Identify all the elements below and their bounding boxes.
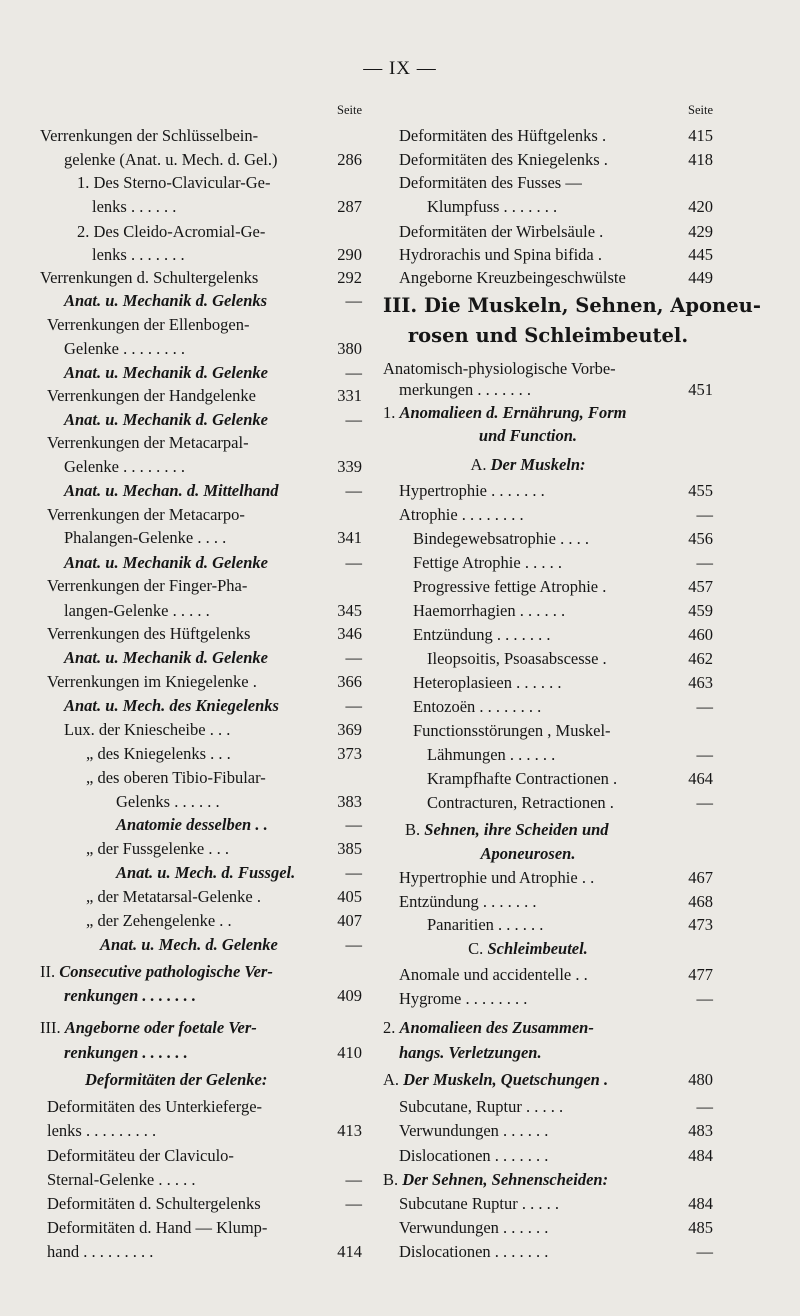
page-ref: 429	[688, 222, 713, 241]
entry-title: Haemorrhagien . . . . . .	[413, 601, 566, 620]
entry-title: Hypertrophie und Atrophie . .	[399, 868, 595, 887]
page-ref: 460	[688, 625, 713, 644]
entry-title: Angeborne Kreuzbeingeschwülste	[399, 268, 626, 287]
page-ref: —	[696, 1097, 713, 1116]
entry-title: Heteroplasieen . . . . . .	[413, 673, 562, 692]
page-ref: 459	[688, 601, 713, 620]
page-ref: 457	[688, 577, 713, 596]
page-ref: 445	[688, 245, 713, 264]
entry-title: Krampfhafte Contractionen .	[427, 769, 618, 788]
entry-title: Progressive fettige Atrophie .	[413, 577, 607, 596]
entry-title: Dislocationen . . . . . . .	[399, 1242, 549, 1261]
page-ref: —	[345, 1170, 362, 1189]
page-ref: 418	[688, 150, 713, 169]
entry-title: Deformitäten der Wirbelsäule .	[399, 222, 604, 241]
page-ref: —	[345, 410, 362, 429]
entry-title: „ der Metatarsal-Gelenke .	[86, 887, 261, 906]
entry-title: Atrophie . . . . . . . .	[399, 505, 524, 524]
entry-title: Entozoën . . . . . . . .	[413, 697, 542, 716]
page-ref: 380	[337, 339, 362, 358]
section-heading: rosen und Schleimbeutel.	[407, 324, 689, 347]
page-ref: 366	[337, 672, 362, 691]
entry-title: Entzündung . . . . . . .	[399, 892, 537, 911]
entry-title: B. Sehnen, ihre Scheiden und	[405, 820, 609, 839]
page-ref: 331	[337, 386, 362, 405]
entry-title: merkungen . . . . . . .	[399, 380, 531, 399]
entry-title: Panaritien . . . . . .	[427, 915, 544, 934]
entry-title: Anatomie desselben . .	[116, 815, 268, 834]
entry-title: II. Consecutive pathologische Ver-	[40, 962, 273, 981]
entry-title: A. Der Muskeln, Quetschungen .	[383, 1070, 609, 1089]
entry-title: renkungen . . . . . .	[64, 1043, 188, 1062]
entry-title: Anomale und accidentelle . .	[399, 965, 588, 984]
entry-title: Deformitäten des Kniegelenks .	[399, 150, 608, 169]
page-ref: —	[345, 363, 362, 382]
page-ref: —	[345, 935, 362, 954]
entry-title: Bindegewebsatrophie . . . .	[413, 529, 589, 548]
entry-title: Anat. u. Mechanik d. Gelenke	[64, 648, 268, 667]
entry-title: Anat. u. Mechanik d. Gelenke	[64, 553, 268, 572]
page-ref: 409	[337, 986, 362, 1005]
entry-title: „ der Zehengelenke . .	[86, 911, 232, 930]
page-ref: 455	[688, 481, 713, 500]
entry-title: Hygrome . . . . . . . .	[399, 989, 528, 1008]
entry-title: Hypertrophie . . . . . . .	[399, 481, 545, 500]
entry-title: Functionsstörungen , Muskel-	[413, 721, 611, 740]
page-ref: 413	[337, 1121, 362, 1140]
page-ref: —	[345, 481, 362, 500]
page-ref: 456	[688, 529, 713, 548]
entry-title: Lux. der Kniescheibe . . .	[64, 720, 231, 739]
entry-title: Verrenkungen der Metacarpo-	[47, 505, 245, 524]
entry-title: 1. Des Sterno-Clavicular-Ge-	[77, 173, 271, 192]
page-ref: —	[345, 1194, 362, 1213]
page-ref: 373	[337, 744, 362, 763]
entry-title: Ileopsoitis, Psoasabscesse .	[427, 649, 607, 668]
entry-title: Lähmungen . . . . . .	[427, 745, 556, 764]
page-ref: 286	[337, 150, 362, 169]
entry-title: lenks . . . . . . . . .	[47, 1121, 157, 1140]
entry-title: A. Der Muskeln:	[470, 455, 586, 474]
page-ref: 287	[337, 197, 362, 216]
entry-title: Anat. u. Mechanik d. Gelenke	[64, 363, 268, 382]
page-ref: 383	[337, 792, 362, 811]
entry-title: Entzündung . . . . . . .	[413, 625, 551, 644]
entry-title: Aponeurosen.	[480, 844, 576, 863]
page-ref: 483	[688, 1121, 713, 1140]
entry-title: renkungen . . . . . . .	[64, 986, 197, 1005]
entry-title: Deformitäteu der Claviculo-	[47, 1146, 234, 1165]
entry-title: Verrenkungen der Handgelenke	[47, 386, 256, 405]
page-ref: 467	[688, 868, 713, 887]
entry-title: Anat. u. Mechan. d. Mittelhand	[64, 481, 279, 500]
entry-title: Anat. u. Mech. d. Fussgel.	[116, 863, 296, 882]
page-ref: 415	[688, 126, 713, 145]
entry-title: Deformitäten der Gelenke:	[85, 1070, 268, 1089]
page-ref: 369	[337, 720, 362, 739]
entry-title: 2. Des Cleido-Acromial-Ge-	[77, 222, 266, 241]
entry-title: Contracturen, Retractionen .	[427, 793, 614, 812]
entry-title: Verrenkungen des Hüftgelenks	[47, 624, 251, 643]
entry-title: langen-Gelenke . . . . .	[64, 601, 210, 620]
page-ref: 410	[337, 1043, 362, 1062]
page-ref: —	[345, 696, 362, 715]
page-ref: —	[696, 697, 713, 716]
entry-title: Gelenke . . . . . . . .	[64, 339, 185, 358]
entry-title: 1. Anomalieen d. Ernährung, Form	[383, 403, 627, 422]
page-ref: —	[345, 815, 362, 834]
page-ref: —	[696, 745, 713, 764]
entry-title: Deformitäten des Unterkieferge-	[47, 1097, 263, 1116]
entry-title: Subcutane, Ruptur . . . . .	[399, 1097, 564, 1116]
page-ref: 484	[688, 1146, 713, 1165]
entry-title: Anatomisch-physiologische Vorbe-	[383, 359, 616, 378]
entry-title: Phalangen-Gelenke . . . .	[64, 528, 227, 547]
page-ref: —	[696, 793, 713, 812]
entry-title: Dislocationen . . . . . . .	[399, 1146, 549, 1165]
page-ref: 346	[337, 624, 362, 643]
entry-title: hand . . . . . . . . .	[47, 1242, 154, 1261]
entry-title: Gelenke . . . . . . . .	[64, 457, 185, 476]
entry-title: B. Der Sehnen, Sehnenscheiden:	[383, 1170, 609, 1189]
page-ref: 468	[688, 892, 713, 911]
entry-title: Hydrorachis und Spina bifida .	[399, 245, 603, 264]
entry-title: „ der Fussgelenke . . .	[86, 839, 229, 858]
entry-title: Anat. u. Mechanik d. Gelenks	[64, 291, 268, 310]
page-ref: 484	[688, 1194, 713, 1213]
page-ref: 463	[688, 673, 713, 692]
page-ref: Seite	[688, 103, 713, 117]
page-ref: —	[345, 648, 362, 667]
entry-title: Verrenkungen der Finger-Pha-	[47, 576, 248, 595]
page-ref: 414	[337, 1242, 362, 1261]
entry-title: hangs. Verletzungen.	[399, 1043, 542, 1062]
page-ref: —	[345, 553, 362, 572]
page-ref: 290	[337, 245, 362, 264]
page-ref: 341	[337, 528, 362, 547]
page-ref: Seite	[337, 103, 362, 117]
entry-title: lenks . . . . . . .	[92, 245, 185, 264]
page-ref: —	[345, 291, 362, 310]
page-ref: —	[696, 553, 713, 572]
entry-title: Verrenkungen der Schlüsselbein-	[40, 126, 259, 145]
page-ref: 451	[688, 380, 713, 399]
entry-title: Sternal-Gelenke . . . . .	[47, 1170, 196, 1189]
entry-title: Deformitäten des Fusses —	[399, 173, 582, 192]
page-ref: 485	[688, 1218, 713, 1237]
page-ref: —	[696, 989, 713, 1008]
page-ref: 385	[337, 839, 362, 858]
section-heading: III. Die Muskeln, Sehnen, Aponeu-	[383, 294, 761, 317]
entry-title: „ des Kniegelenks . . .	[86, 744, 231, 763]
entry-title: lenks . . . . . .	[92, 197, 177, 216]
page-ref: 292	[337, 268, 362, 287]
entry-title: Anat. u. Mech. d. Gelenke	[100, 935, 278, 954]
page-ref: 473	[688, 915, 713, 934]
entry-title: Deformitäten des Hüftgelenks .	[399, 126, 607, 145]
entry-title: Verrenkungen im Kniegelenke .	[47, 672, 257, 691]
page-ref: 480	[688, 1070, 713, 1089]
entry-title: Verwundungen . . . . . .	[399, 1121, 549, 1140]
entry-title: C. Schleimbeutel.	[468, 939, 588, 958]
page-ref: 339	[337, 457, 362, 476]
entry-title: Klumpfuss . . . . . . .	[427, 197, 558, 216]
entry-title: und Function.	[478, 426, 578, 445]
entry-title: Gelenks . . . . . .	[116, 792, 220, 811]
page-ref: —	[345, 863, 362, 882]
page-ref: 407	[337, 911, 362, 930]
page-ref: —	[696, 1242, 713, 1261]
entry-title: 2. Anomalieen des Zusammen-	[383, 1018, 594, 1037]
page-ref: 420	[688, 197, 713, 216]
page-ref: 462	[688, 649, 713, 668]
entry-title: Verrenkungen d. Schultergelenks	[40, 268, 259, 287]
entry-title: Verwundungen . . . . . .	[399, 1218, 549, 1237]
entry-title: Fettige Atrophie . . . . .	[413, 553, 562, 572]
page-ref: 449	[688, 268, 713, 287]
entry-title: Verrenkungen der Ellenbogen-	[47, 315, 250, 334]
entry-title: Deformitäten d. Hand — Klump-	[47, 1218, 268, 1237]
entry-title: Anat. u. Mechanik d. Gelenke	[64, 410, 268, 429]
page-number: — IX —	[363, 58, 437, 79]
entry-title: gelenke (Anat. u. Mech. d. Gel.)	[64, 150, 278, 169]
page-ref: 477	[688, 965, 713, 984]
entry-title: Verrenkungen der Metacarpal-	[47, 433, 249, 452]
page-ref: —	[696, 505, 713, 524]
entry-title: „ des oberen Tibio-Fibular-	[86, 768, 266, 787]
entry-title: III. Angeborne oder foetale Ver-	[40, 1018, 257, 1037]
entry-title: Anat. u. Mech. des Kniegelenks	[64, 696, 279, 715]
page-ref: 405	[337, 887, 362, 906]
entry-title: Deformitäten d. Schultergelenks	[47, 1194, 261, 1213]
page-ref: 345	[337, 601, 362, 620]
page-ref: 464	[688, 769, 713, 788]
entry-title: Subcutane Ruptur . . . . .	[399, 1194, 559, 1213]
